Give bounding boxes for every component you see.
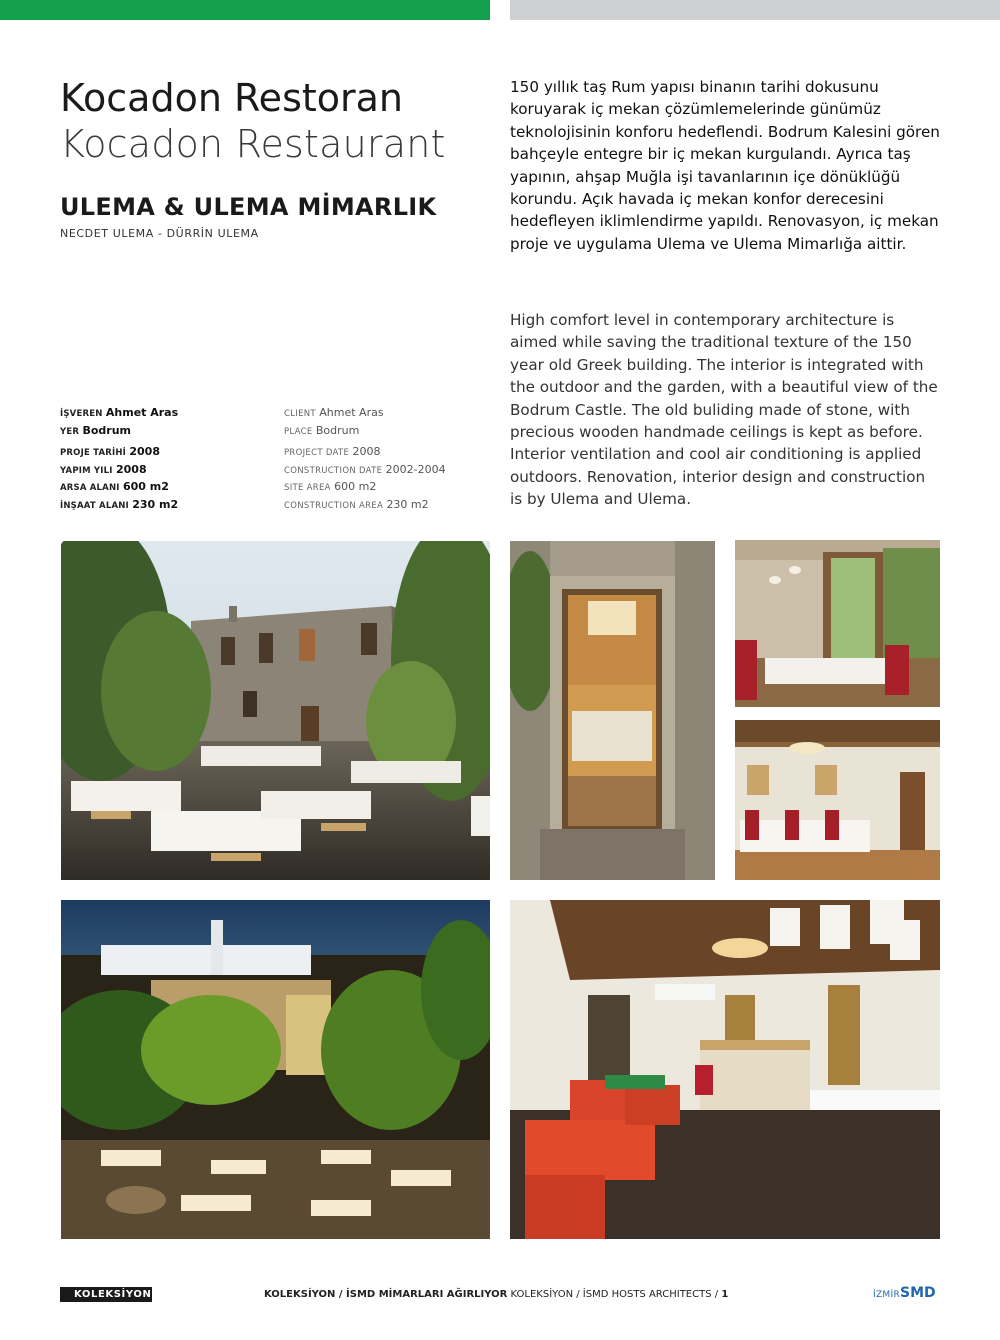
fact-client-en: CLIENT Ahmet Aras bbox=[284, 406, 384, 419]
architecture-firm: ULEMA & ULEMA MİMARLIK bbox=[60, 193, 437, 221]
project-facts-turkish bbox=[60, 405, 270, 514]
photo-courtyard-dining bbox=[61, 541, 490, 880]
description-turkish: 150 yıllık taş Rum yapısı binanın tarihi dokusunu koruyarak iç mekan çözümlemelerinde günümüz teknolojisinin konforu hedeflendi. Bodrum Kalesini gören bahçeyle entegre bir iç mekan kurgulandı. Ayrıca taş yapının, ahşap Muğla işi tavanlarının içe dönüklüğü korundu. Açık havada iç mekan konfor derecesini hedefleyen iklimlendirme yapıldı. Renovasyon, iç mekan proje ve uygulama Ulema ve Ulema Mimarlığa aittir. bbox=[510, 78, 940, 253]
photo-stone-doorway bbox=[510, 541, 715, 880]
top-accent-bar-grey bbox=[510, 0, 1000, 20]
fact-client-tr: İŞVEREN Ahmet Aras bbox=[60, 406, 179, 419]
footer-section-label: KOLEKSİYON / İSMD MİMARLARI AĞIRLIYOR KOLEKSİYON / İSMD HOSTS ARCHITECTS / 1 bbox=[264, 1289, 729, 1300]
fact-project-date-tr: PROJE TARİHİ 2008 bbox=[60, 445, 160, 458]
photo-interior-red-chairs bbox=[735, 720, 940, 880]
fact-place-en: PLACE Bodrum bbox=[284, 423, 360, 437]
top-accent-bar-green bbox=[0, 0, 490, 20]
description-english: High comfort level in contemporary architecture is aimed while saving the traditional texture of the 150 year old Greek building. The interior is integrated with the outdoor and the garden, with a beautiful view of the Bodrum Castle. The old buliding made of stone, with precious wooden handmade ceilings is kept as before. Interior ventilation and cool air conditioning is applied outdoors. Renovation, interior design and construction is by Ulema and Ulema. bbox=[510, 311, 938, 509]
architect-names: NECDET ULEMA - DÜRRİN ULEMA bbox=[60, 227, 259, 240]
izmir-smd-logo: İZMİRSMD bbox=[873, 1285, 936, 1301]
fact-site-area-tr: ARSA ALANI 600 m2 bbox=[60, 480, 169, 493]
fact-construction-area-en: CONSTRUCTION AREA 230 m2 bbox=[284, 497, 429, 511]
fact-place-tr: YER Bodrum bbox=[60, 423, 131, 437]
photo-window-dining-room bbox=[735, 540, 940, 707]
fact-project-date-en: PROJECT DATE 2008 bbox=[284, 445, 381, 458]
title-english: Kocadon Restaurant bbox=[60, 122, 446, 166]
project-facts-english bbox=[284, 405, 494, 514]
fact-construction-area-tr: İNŞAAT ALANI 230 m2 bbox=[60, 497, 179, 511]
fact-construction-date-en: CONSTRUCTION DATE 2002-2004 bbox=[284, 462, 446, 476]
photo-lounge-bar bbox=[510, 900, 940, 1239]
page-number: 1 bbox=[721, 1289, 729, 1300]
fact-site-area-en: SITE AREA 600 m2 bbox=[284, 480, 377, 493]
title-turkish: Kocadon Restoran bbox=[60, 76, 404, 120]
fact-construction-year-tr: YAPIM YILI 2008 bbox=[60, 462, 147, 476]
photo-night-courtyard bbox=[61, 900, 490, 1239]
koleksiyon-logo: KOLEKSİYON bbox=[60, 1287, 152, 1302]
